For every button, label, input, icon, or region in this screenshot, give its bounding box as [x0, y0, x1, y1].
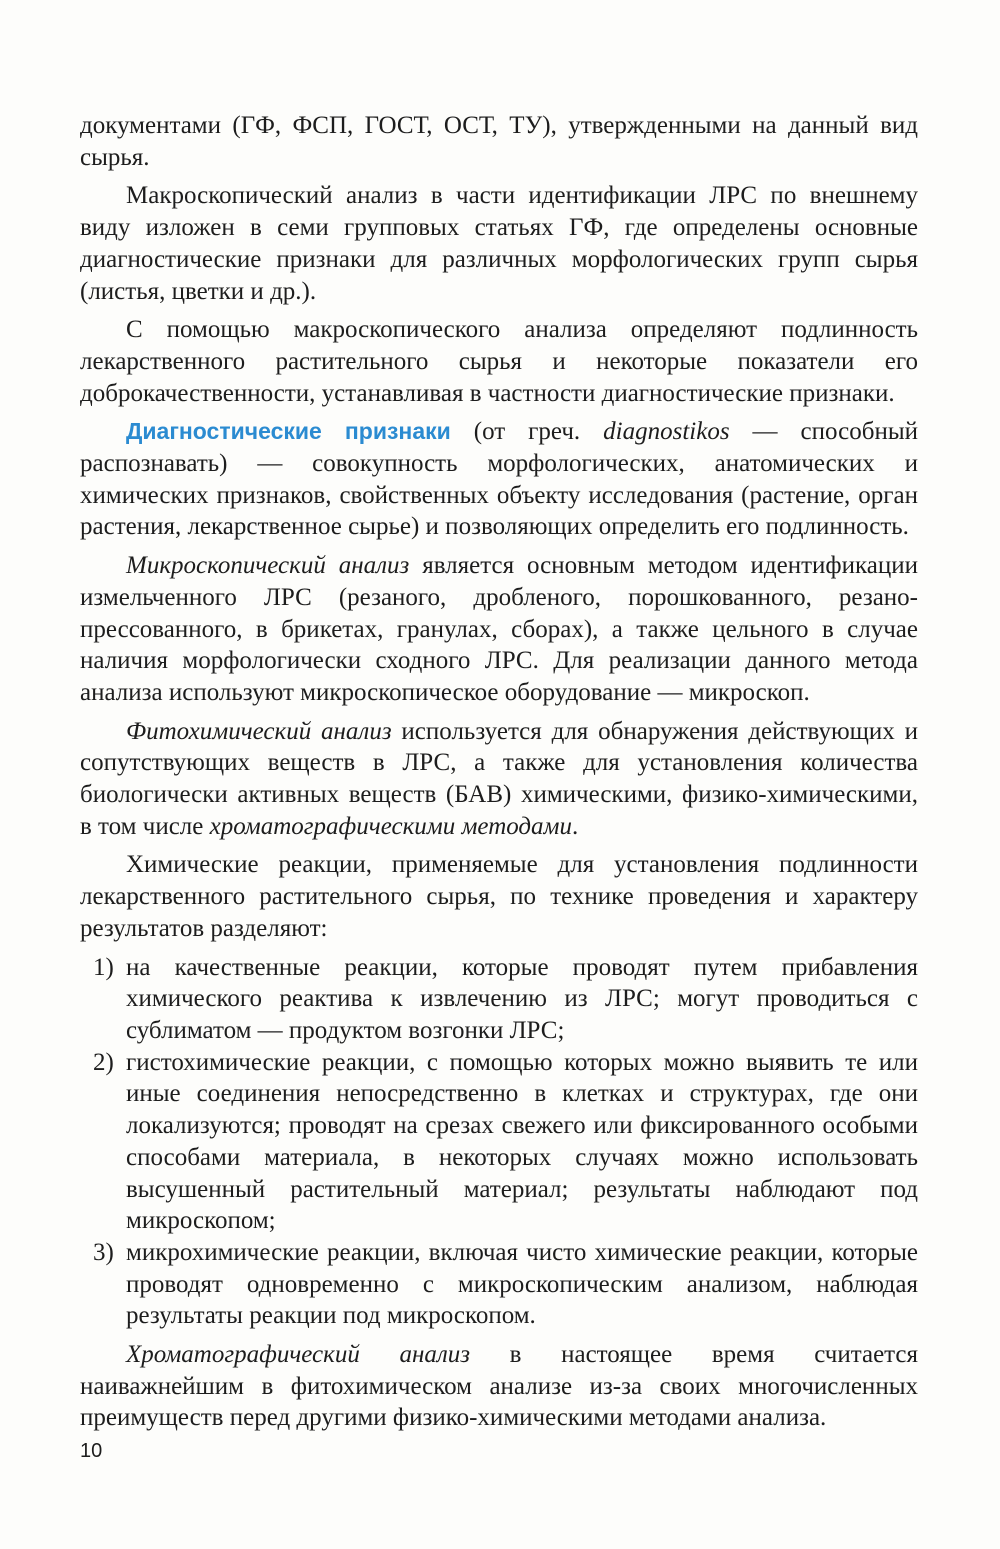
list-number: 3): [93, 1238, 114, 1266]
paragraph-text: используется для обнаружения действующих и сопутствующих веществ в ЛРС, а также для установления количества биологически активных веществ (БАВ) химическими, физико-химическими, в том числе: [80, 717, 918, 840]
list-item: [80, 952, 918, 1047]
paragraph-chemical-reactions: [80, 849, 918, 944]
paragraph-macroscopic: [80, 180, 918, 307]
list-text: микрохимические реакции, включая чисто химические реакции, которые проводят одновременно с микроскопическим анализом, наблюдая результаты реакции под микроскопом.: [126, 1238, 918, 1330]
paragraph-text: в настоящее время считается наиважнейшим в фитохимическом анализе из-за своих многочисленных преимуществ перед другими физико-химическими методами анализа.: [80, 1341, 919, 1432]
paragraph-text: (от греч.: [450, 418, 604, 446]
reaction-list: [80, 952, 918, 1332]
term-chromatographic-methods: хроматографическими методами: [209, 812, 573, 840]
list-text: гистохимические реакции, с помощью которых можно выявить те или иные соединения непосредственно в клетках и структурах, где они локализуются; проводят на срезах свежего или фиксированного особыми способами материала, в некоторых случаях можно использовать высушенный растительный материал; результаты наблюдают под микроскопом;: [126, 1048, 918, 1235]
paragraph-diagnostic-features: [80, 416, 918, 543]
list-number: 2): [93, 1048, 114, 1076]
list-item: [80, 1047, 918, 1237]
list-item: [80, 1237, 918, 1332]
term-phytochemical-analysis: Фитохимический анализ: [126, 717, 392, 745]
page-number: 10: [80, 1440, 103, 1462]
paragraph-authenticity: [80, 314, 918, 409]
paragraph-text: .: [572, 812, 579, 840]
term-diagnostic-features: Диагностические признаки: [126, 418, 451, 445]
paragraph-text: Химические реакции, применяемые для установления подлинности лекарственного растительного сырья, по технике проведения и характеру результатов разделяют:: [80, 851, 918, 942]
paragraph-microscopic: [80, 550, 918, 709]
term-microscopic-analysis: Микроскопический анализ: [126, 552, 410, 580]
paragraph-text: является основным методом идентификации измельченного ЛРС (резаного, дробленого, порошкованного, резано-прессованного, в брикетах, гранулах, сборах), а также цельного в случае наличия морфологически сходного ЛРС. Для реализации данного метода анализа используют микроскопическое оборудование — микроскоп.: [80, 552, 918, 706]
paragraph-text: — способный распознавать) — совокупность морфологических, анатомических и химических признаков, свойственных объекту исследования (растение, орган растения, лекарственное сырье) и позволяющих определить его подлинность.: [80, 418, 918, 541]
paragraph-text: Макроскопический анализ в части идентификации ЛРС по внешнему виду изложен в семи групповых статьях ГФ, где определены основные диагностические признаки для различных морфологических групп сырья (листья, цветки и др.).: [80, 182, 918, 305]
text-body: [80, 110, 918, 1441]
list-text: на качественные реакции, которые проводят путем прибавления химического реактива к извлечению из ЛРС; могут проводиться с сублиматом — продуктом возгонки ЛРС;: [126, 953, 918, 1044]
paragraph-text: С помощью макроскопического анализа определяют подлинность лекарственного растительного сырья и некоторые показатели его доброкачественности, устанавливая в частности диагностические признаки.: [80, 316, 918, 407]
greek-word: diagnostikos: [603, 418, 730, 446]
term-chromatographic-analysis: Хроматографический анализ: [126, 1341, 471, 1369]
list-number: 1): [93, 953, 114, 981]
paragraph-phytochemical: [80, 716, 918, 843]
paragraph-text: документами (ГФ, ФСП, ГОСТ, ОСТ, ТУ), утвержденными на данный вид сырья.: [80, 112, 918, 171]
paragraph-chromatographic: [80, 1339, 918, 1434]
paragraph-documents: [80, 110, 918, 173]
